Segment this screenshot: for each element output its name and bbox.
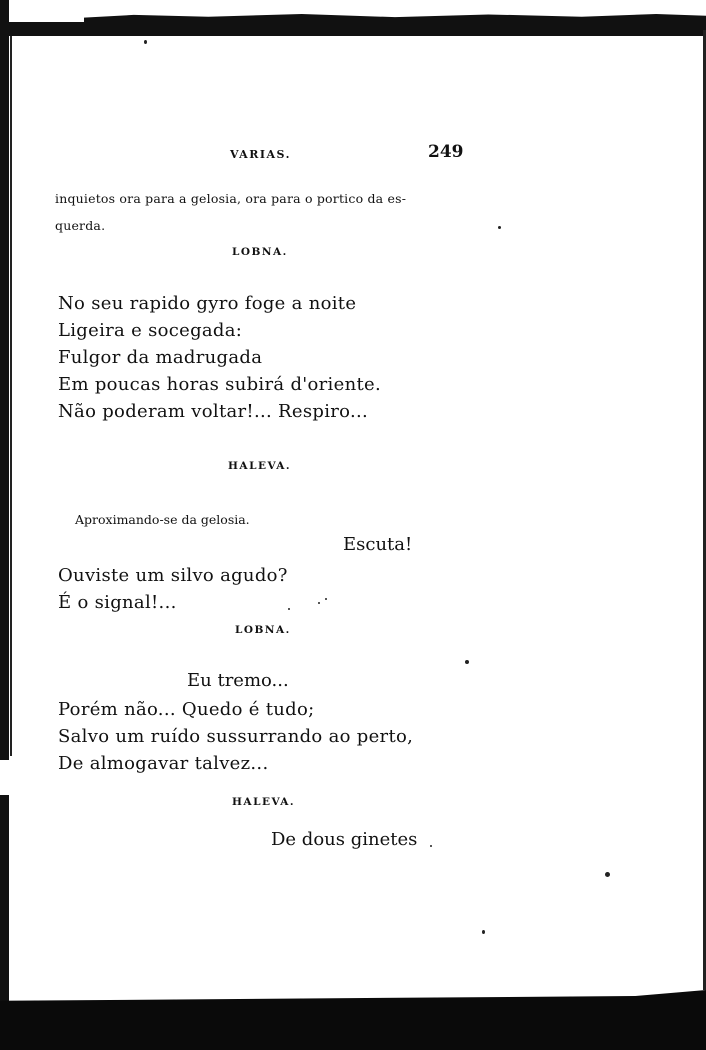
- verse-line: Escuta!: [343, 534, 413, 555]
- scan-speck: [144, 40, 147, 44]
- scan-speck: [465, 660, 469, 664]
- verse-line: Não poderam voltar!... Respiro...: [58, 401, 369, 422]
- speaker-name: LOBNA.: [232, 246, 288, 258]
- verse-line: Porém não... Quedo é tudo;: [58, 699, 315, 720]
- running-head: VARIAS.: [230, 148, 291, 161]
- page-header: [0, 140, 706, 170]
- speaker-name: HALEVA.: [232, 796, 296, 808]
- verse-line: De dous ginetes: [271, 829, 418, 850]
- verse-line: Fulgor da madrugada: [58, 347, 263, 368]
- verse-line: Salvo um ruído sussurrando ao perto,: [58, 726, 414, 747]
- prose-line: inquietos ora para a gelosia, ora para o portico da es-: [55, 191, 407, 206]
- page-number: 249: [428, 142, 464, 162]
- scan-speck: [325, 598, 327, 600]
- speaker-name: LOBNA.: [235, 624, 291, 636]
- verse-line: Em poucas horas subirá d'oriente.: [58, 374, 381, 395]
- verse-line: De almogavar talvez...: [58, 753, 269, 774]
- verse-line: Ouviste um silvo agudo?: [58, 565, 288, 586]
- scan-top-border: [0, 22, 706, 36]
- scan-speck: [482, 930, 485, 934]
- scan-speck: [318, 602, 320, 604]
- scan-speck: [430, 845, 432, 847]
- speaker-name: HALEVA.: [228, 460, 292, 472]
- stage-direction: Aproximando-se da gelosia.: [75, 512, 250, 527]
- verse-line: Ligeira e socegada:: [58, 320, 243, 341]
- scan-speck: [605, 872, 610, 877]
- scan-speck: [288, 608, 290, 610]
- scan-top-margin: [0, 0, 706, 16]
- scan-speck: [498, 226, 501, 229]
- verse-line: Eu tremo...: [187, 670, 289, 691]
- prose-line: querda.: [55, 218, 106, 233]
- verse-block: [58, 562, 288, 616]
- verse-block: [58, 696, 413, 777]
- scan-left-border-lower: [0, 795, 9, 1005]
- prose-paragraph: [55, 185, 475, 239]
- verse-line: É o signal!...: [58, 592, 177, 613]
- scan-left-border: [0, 0, 9, 760]
- verse-block: [58, 290, 381, 425]
- scan-bottom-border: [0, 990, 706, 1050]
- verse-line: No seu rapido gyro foge a noite: [58, 293, 357, 314]
